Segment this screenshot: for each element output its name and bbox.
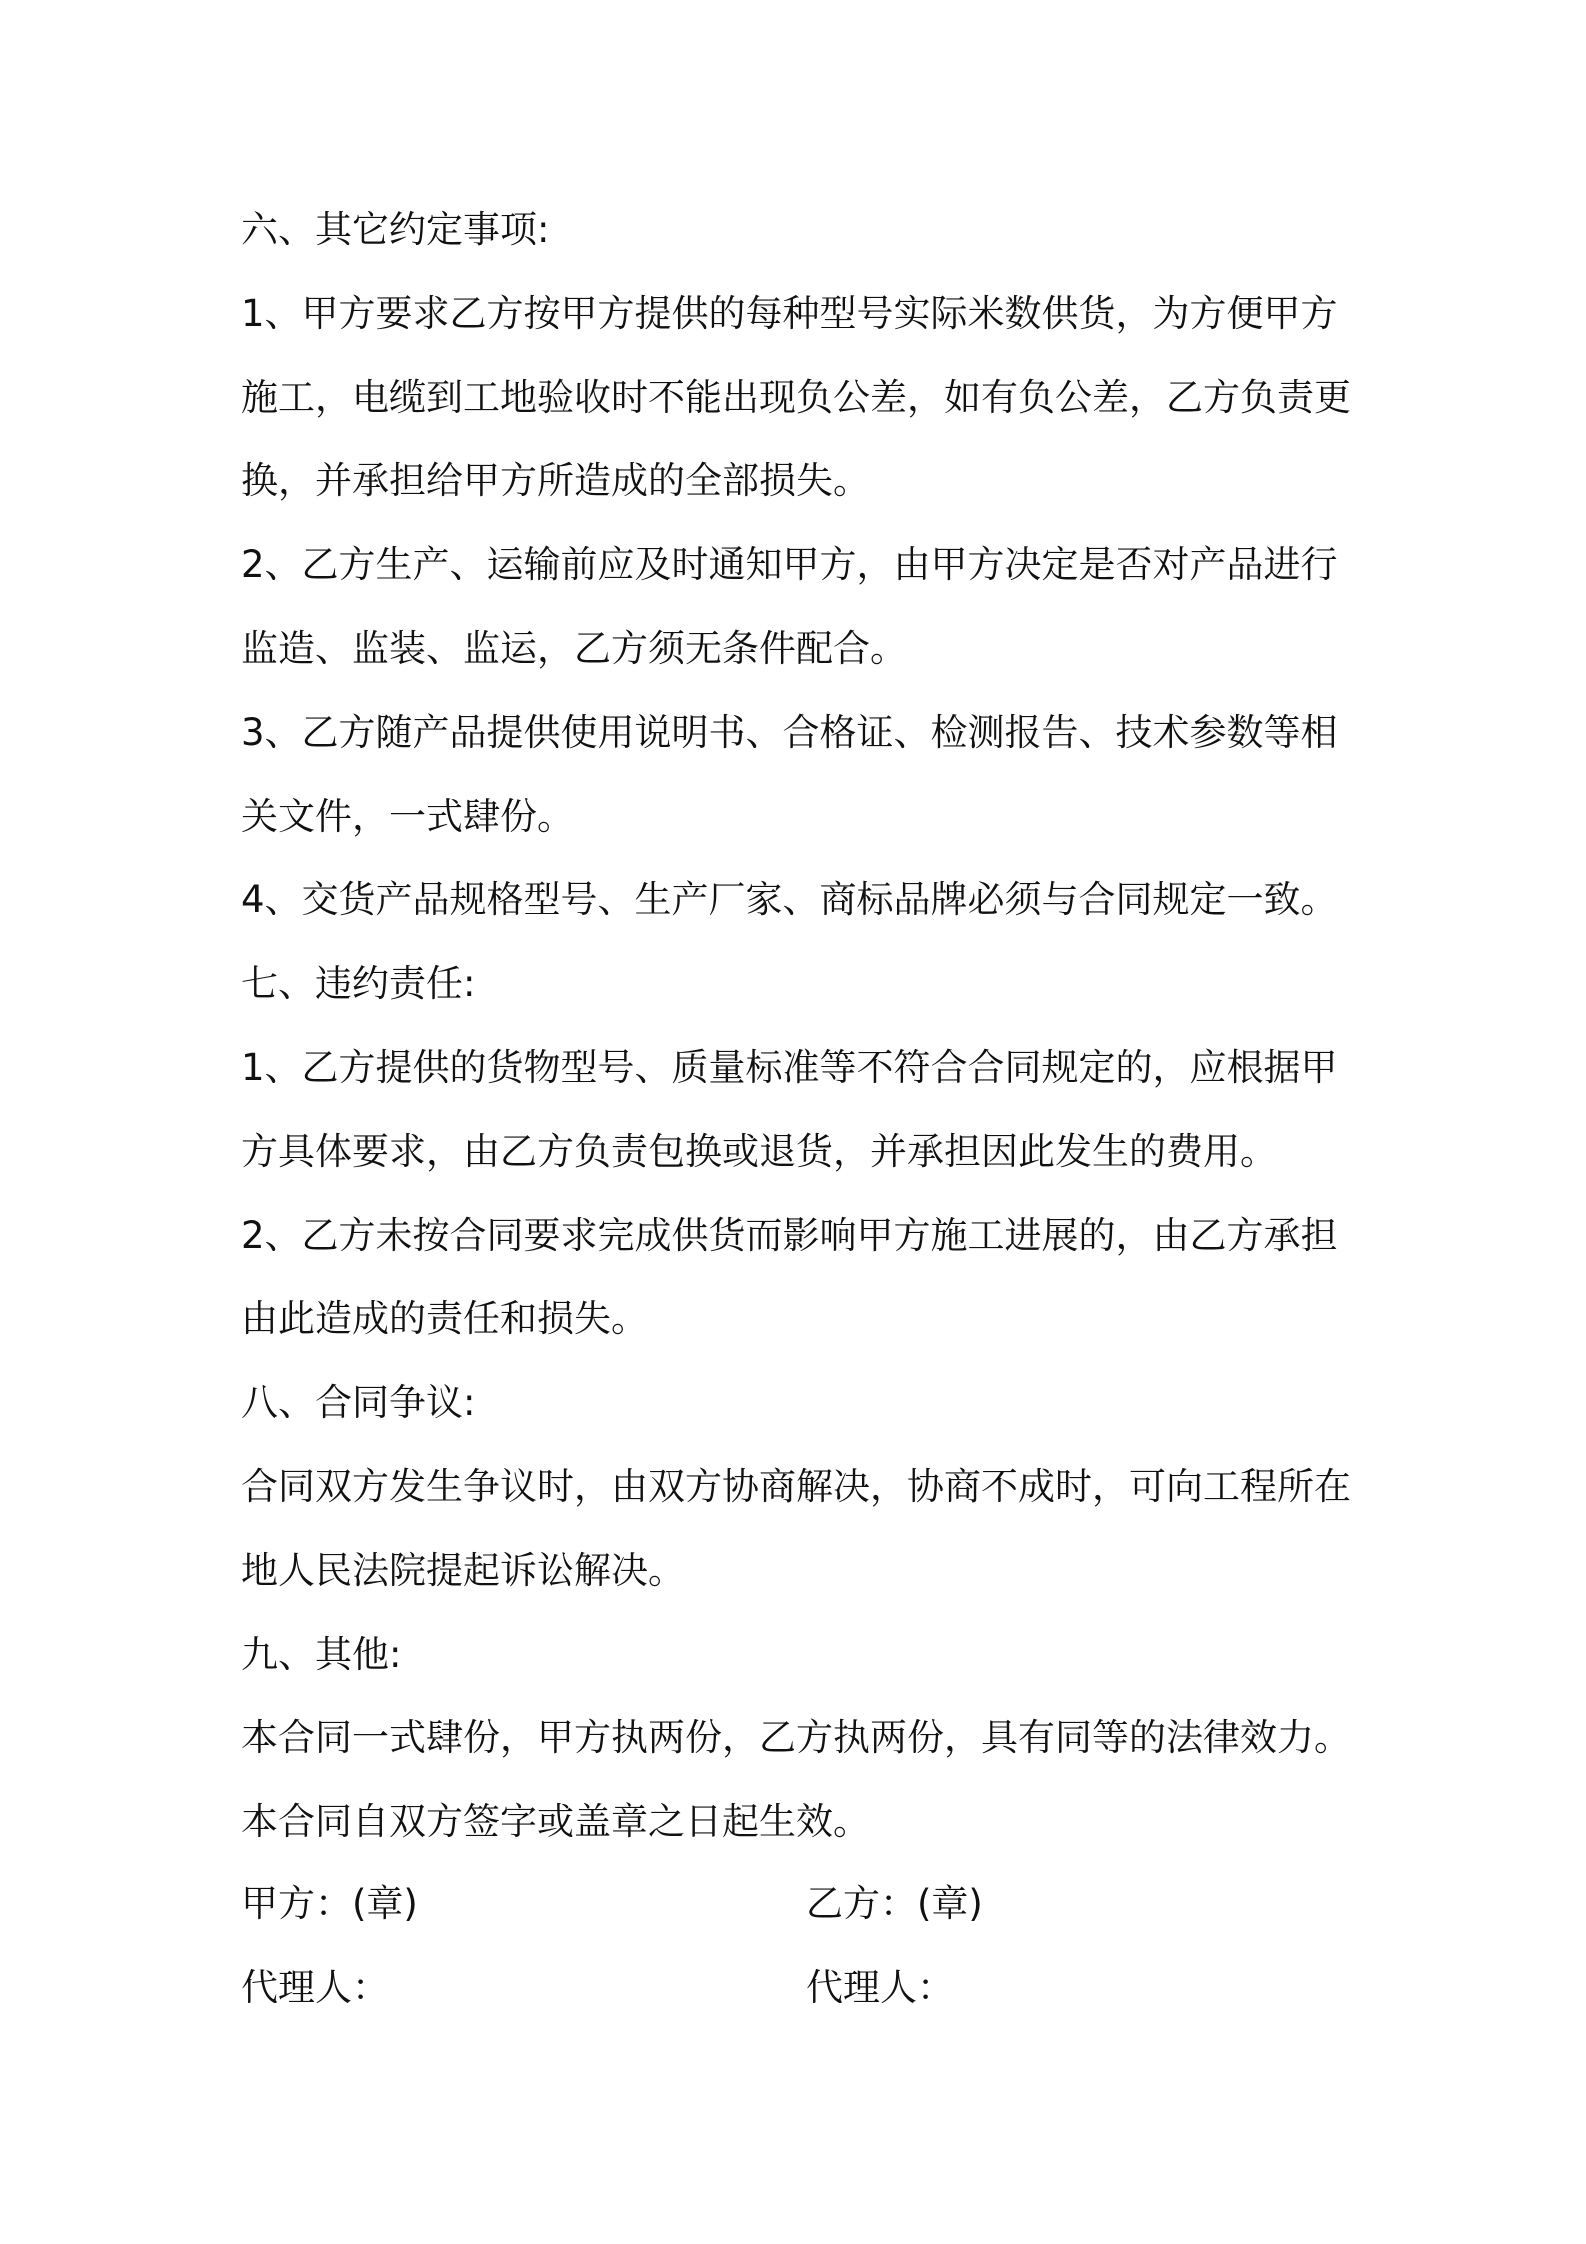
clause-text-line: 由此造成的责任和损失。 <box>241 1297 648 1340</box>
party-a-agent-label: 代理人： <box>241 1966 389 2009</box>
party-b-seal-label: 乙方：(章) <box>806 1882 983 1925</box>
section-heading-misc: 九、其他: <box>241 1633 402 1676</box>
clause-text-line: 1、乙方提供的货物型号、质量标准等不符合合同规定的，应根据甲 <box>241 1046 1338 1089</box>
section-heading-liability: 七、违约责任: <box>241 962 476 1005</box>
clause-text-line: 关文件，一式肆份。 <box>241 795 574 838</box>
clause-text-line: 换，并承担给甲方所造成的全部损失。 <box>241 459 870 502</box>
clause-text-line: 本合同自双方签字或盖章之日起生效。 <box>241 1800 870 1843</box>
clause-text-line: 施工，电缆到工地验收时不能出现负公差，如有负公差，乙方负责更 <box>241 376 1351 419</box>
clause-text-line: 3、乙方随产品提供使用说明书、合格证、检测报告、技术参数等相 <box>241 711 1338 754</box>
clause-text-line: 4、交货产品规格型号、生产厂家、商标品牌必须与合同规定一致。 <box>241 878 1338 921</box>
clause-text-line: 地人民法院提起诉讼解决。 <box>241 1549 685 1592</box>
clause-text-line: 监造、监装、监运，乙方须无条件配合。 <box>241 627 907 670</box>
party-a-seal-label: 甲方：(章) <box>241 1882 418 1925</box>
clause-text-line: 2、乙方生产、运输前应及时通知甲方，由甲方决定是否对产品进行 <box>241 543 1338 586</box>
clause-text-line: 2、乙方未按合同要求完成供货而影响甲方施工进展的，由乙方承担 <box>241 1214 1338 1257</box>
section-heading-disputes: 八、合同争议: <box>241 1381 476 1424</box>
clause-text-line: 合同双方发生争议时，由双方协商解决，协商不成时，可向工程所在 <box>241 1465 1351 1508</box>
party-b-agent-label: 代理人： <box>806 1966 954 2009</box>
clause-text-line: 方具体要求，由乙方负责包换或退货，并承担因此发生的费用。 <box>241 1130 1277 1173</box>
clause-text-line: 1、甲方要求乙方按甲方提供的每种型号实际米数供货，为方便甲方 <box>241 292 1338 335</box>
clause-text-line: 本合同一式肆份，甲方执两份，乙方执两份，具有同等的法律效力。 <box>241 1716 1351 1759</box>
section-heading-other-terms: 六、其它约定事项: <box>241 208 550 251</box>
